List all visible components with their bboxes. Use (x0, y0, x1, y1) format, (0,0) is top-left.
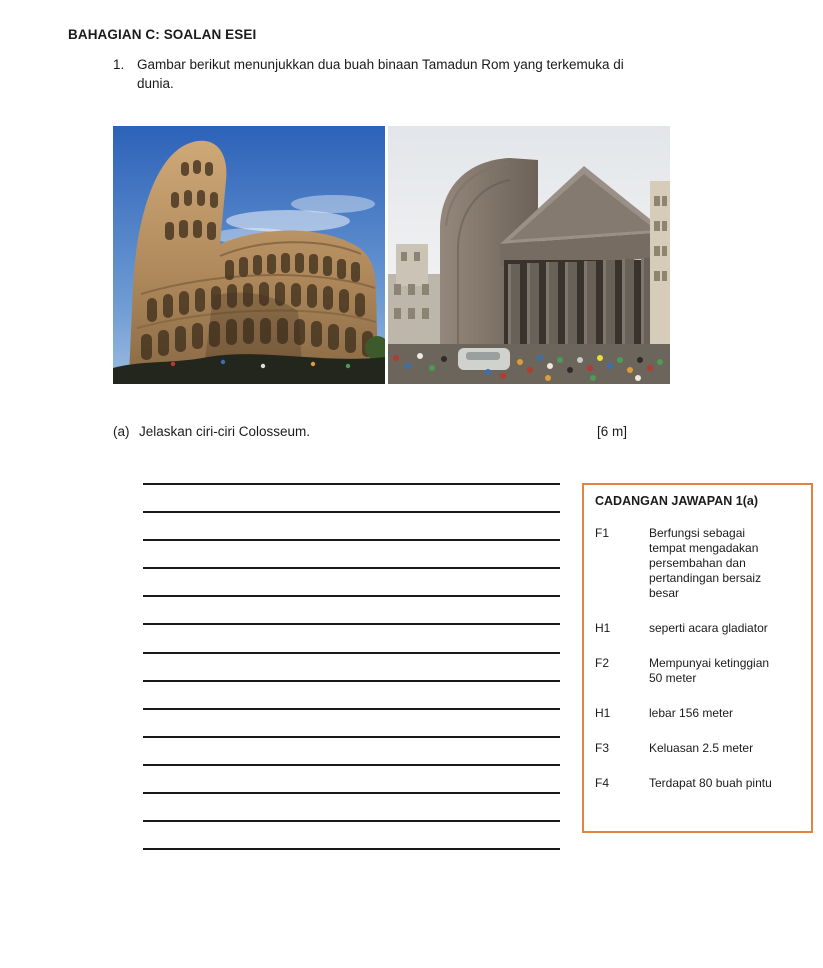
answer-box-item (595, 621, 803, 636)
answer-line (143, 792, 560, 794)
answer-item-code: H1 (595, 706, 611, 720)
answer-line (143, 623, 560, 625)
question-text-line1: Gambar berikut menunjukkan dua buah binaan Tamadun Rom yang terkemuka di (137, 57, 624, 72)
answer-item-text: Terdapat 80 buah pintu (649, 776, 772, 790)
answer-box-item (595, 526, 803, 601)
answer-item-text: seperti acara gladiator (649, 621, 768, 635)
answer-item-code: F1 (595, 526, 610, 540)
marks-label: [6 m] (597, 424, 628, 439)
subquestion-text: Jelaskan ciri-ciri Colosseum. (139, 424, 311, 439)
colosseum-photo (113, 126, 385, 384)
answer-item-text: Mempunyai ketinggian 50 meter (649, 656, 770, 685)
answer-item-code: F3 (595, 741, 610, 755)
answer-box-title: CADANGAN JAWAPAN 1(a) (595, 494, 758, 508)
answer-item-text: Berfungsi sebagai tempat mengadakan persembahan dan pertandingan bersaiz besar (649, 526, 762, 600)
answer-line (143, 848, 560, 850)
answer-line (143, 483, 560, 485)
answer-line (143, 652, 560, 654)
answer-box-item (595, 776, 803, 791)
answer-item-code: H1 (595, 621, 611, 635)
answer-box-item (595, 706, 803, 721)
subquestion-label: (a) (113, 424, 130, 439)
question-number: 1. (113, 57, 125, 72)
answer-line (143, 764, 560, 766)
answer-line (143, 736, 560, 738)
answer-line (143, 511, 560, 513)
suggested-answer-box (582, 483, 813, 833)
pantheon-photo (388, 126, 670, 384)
answer-item-text: Keluasan 2.5 meter (649, 741, 754, 755)
answer-lines (143, 483, 560, 876)
answer-item-text: lebar 156 meter (649, 706, 734, 720)
answer-line (143, 680, 560, 682)
answer-box-item (595, 741, 803, 756)
answer-line (143, 567, 560, 569)
question-text-line2: dunia. (137, 76, 174, 91)
answer-box-item (595, 656, 803, 686)
answer-item-code: F4 (595, 776, 610, 790)
answer-line (143, 708, 560, 710)
answer-line (143, 820, 560, 822)
answer-line (143, 539, 560, 541)
section-heading: BAHAGIAN C: SOALAN ESEI (68, 27, 257, 42)
answer-line (143, 595, 560, 597)
answer-box-items (595, 526, 803, 791)
answer-item-code: F2 (595, 656, 610, 670)
